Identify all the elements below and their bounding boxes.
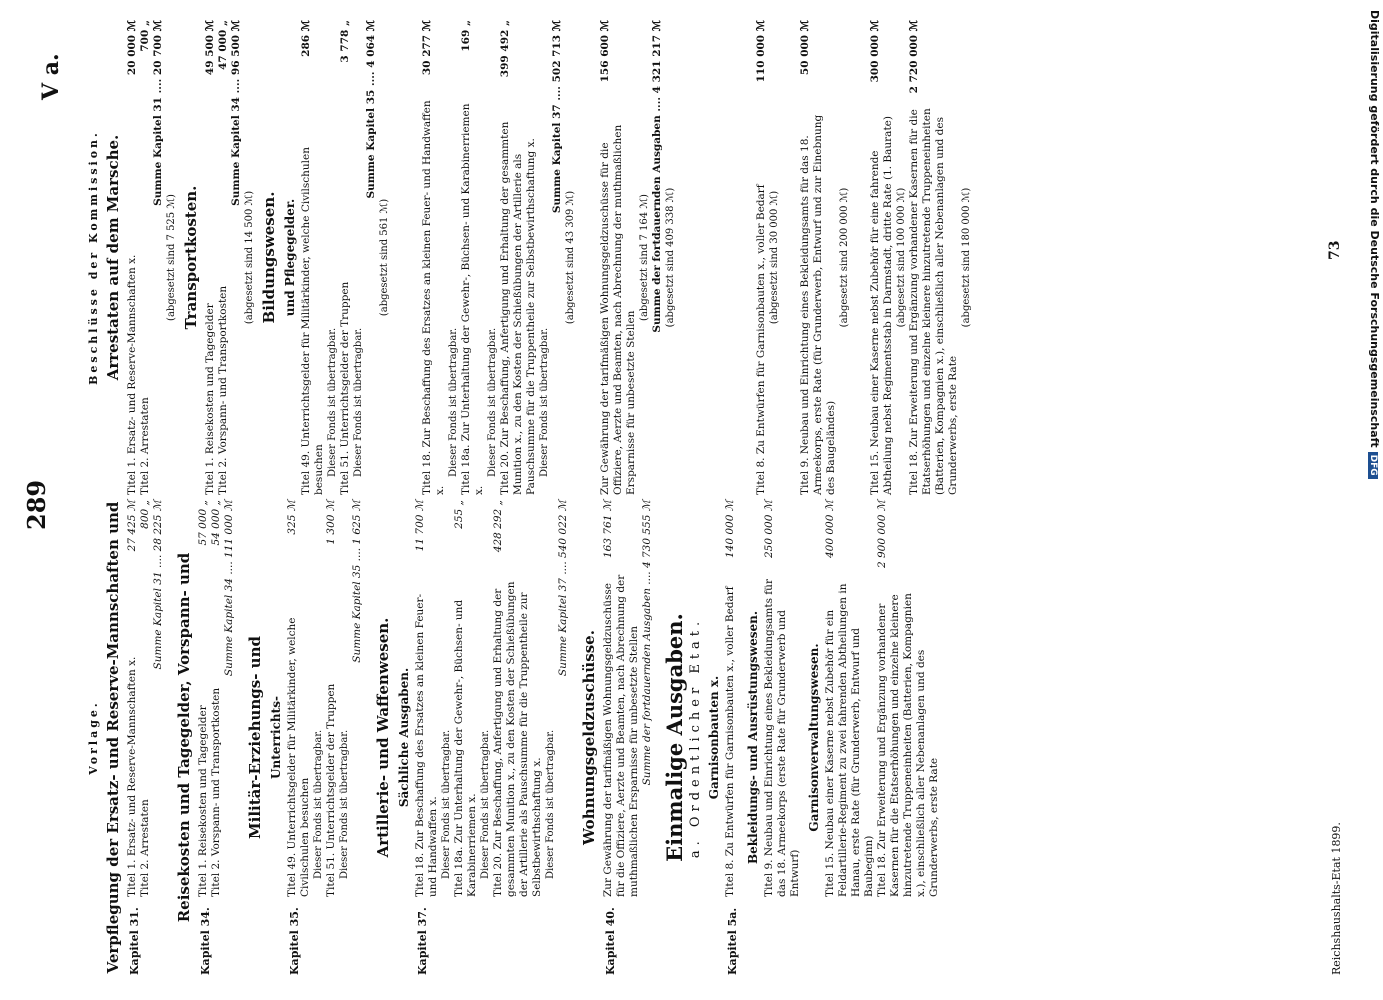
deduction-note: (abgesetzt sind 43 309 ℳ): [565, 190, 576, 325]
title-bekleidung: Bekleidungs- und Ausrüstungswesen.: [746, 611, 760, 864]
line-item: Titel 8. Zu Entwürfen für Garnisonbauten x., voller Bedarf 110 000 ℳ: [755, 20, 767, 495]
line-item: Titel 8. Zu Entwürfen für Garnisonbauten x., voller Bedarf 140 000 ℳ: [724, 500, 736, 897]
title-einmalige: Einmalige Ausgaben.: [662, 613, 687, 862]
line-item: Titel 49. Unterrichtsgelder für Militärkinder, welche Civilschulen besuchen 325 ℳ: [286, 500, 311, 897]
title-kap40: Wohnungsgeldzuschüsse.: [580, 630, 598, 845]
vorlage-heading: Vorlage.: [87, 700, 100, 775]
line-item: Titel 18a. Zur Unterhaltung der Gewehr-, Büchsen- und Karabinerriemen x. 255 „: [453, 500, 478, 897]
line-item: Titel 2. Vorspann- und Transportkosten 54 000 „: [210, 500, 222, 897]
section-kap34: [197, 500, 236, 975]
line-item: Titel 2. Vorspann- und Transportkosten 47 000 „: [217, 20, 229, 495]
dfg-logo: DFG: [1368, 452, 1378, 479]
kapitel-sum: Summe Kapitel 34 .... 96 500 ℳ: [230, 20, 242, 206]
footer-page-number: 73: [1327, 240, 1343, 260]
section-kap40: [602, 500, 654, 975]
note: Dieser Fonds ist übertragbar.: [353, 327, 364, 477]
kapitel-label: Kapitel 40.: [604, 907, 617, 975]
line-item: Zur Gewährung der tarifmäßigen Wohnungsgeldzuschüsse für die Offiziere, Aerzte und Beamten, nach Abrechnung der muthmaßlichen Ersparnisse für unbesetzte Stellen 156 600 ℳ: [599, 20, 637, 495]
credit-text: Digitalisierung gefördert durch die Deutsche Forschungsgemeinschaft: [1368, 10, 1381, 448]
title-kap37: Artillerie- und Waffenwesen.: [374, 617, 392, 858]
vorlage-column: [85, 500, 941, 975]
deduction-note: (abgesetzt sind 30 000 ℳ): [769, 190, 780, 325]
title-garnisonbauten: Garnisonbauten x.: [707, 675, 721, 800]
section-kap37: [414, 500, 570, 975]
total-sum: Summe der fortdauernden Ausgaben .... 4 321 217 ℳ: [651, 20, 663, 333]
footer-title: Reichshaushalts-Etat 1899.: [1330, 822, 1343, 975]
deduction-note: (abgesetzt sind 200 000 ℳ): [839, 187, 850, 328]
line-item: Titel 2. Arrestaten 700 „: [139, 20, 151, 495]
note: Dieser Fonds ist übertragbar.: [339, 729, 350, 879]
section-kap35: [286, 500, 364, 975]
line-item: Titel 20. Zur Beschaffung, Anfertigung und Erhaltung der gesammten Munition x., zu den Kosten der Schießübungen der Artillerie als Pauschsumme für die Truppentheile zur Selbstbewirthschaftung x. 428 292 „: [492, 500, 543, 897]
deduction-note: (abgesetzt sind 100 000 ℳ): [896, 187, 907, 328]
total-sum: Summe der fortdauernden Ausgaben .... 4 730 555 ℳ: [641, 500, 653, 786]
title-ordentlich: a. Ordentlicher Etat.: [688, 616, 703, 859]
title-kap35: Militär-Erziehungs- und: [246, 636, 264, 839]
kapitel-label: Kapitel 31.: [128, 907, 141, 975]
page-number: 289: [22, 479, 51, 530]
title-kap34-cont: Transportkosten.: [182, 185, 200, 330]
deduction-note: (abgesetzt sind 180 000 ℳ): [961, 187, 972, 328]
subtitle-kap35-cont: und Pflegegelder.: [283, 198, 297, 317]
section-label: V a.: [38, 53, 64, 100]
deduction-note: (abgesetzt sind 7 525 ℳ): [166, 194, 177, 321]
note: Dieser Fonds ist übertragbar.: [480, 729, 491, 879]
deduction-note: (abgesetzt sind 7 164 ℳ): [639, 194, 650, 321]
line-item: Titel 18. Zur Erweiterung und Ergänzung vorhandener Kasernen für die Etatserhöhungen und einzelne kleinere hinzutretende Truppeneinheiten (Batterien, Kompagnien x.), einschließlich aller Nebenanlagen und des Grunderwerbs, erste Rate 2 900 000 ℳ: [876, 500, 940, 897]
deduction-note: (abgesetzt sind 409 338 ℳ): [665, 187, 676, 328]
note: Dieser Fonds ist übertragbar.: [441, 729, 452, 879]
kapitel-label: Kapitel 37.: [416, 907, 429, 975]
title-garnisonverwaltung: Garnisonverwaltungswesen.: [807, 643, 821, 832]
line-item: Titel 18. Zur Beschaffung des Ersatzes an kleinen Feuer- und Handwaffen x. 11 700 ℳ: [414, 500, 439, 897]
line-item: Titel 9. Neubau und Einrichtung eines Bekleidungsamts für das 18. Armeekorps, erste Rate (für Grunderwerb, Entwurf und zur Einebnung des Baugeländes) 50 000 ℳ: [799, 20, 837, 495]
subtitle-kap35: Unterrichts-: [269, 696, 283, 779]
kapitel-label: Kapitel 35.: [288, 907, 301, 975]
kapitel-label: Kapitel 34.: [199, 907, 212, 975]
line-item: Titel 1. Reisekosten und Tagegelder 57 000 „: [197, 500, 209, 897]
kapitel-sum: Summe Kapitel 31 .... 20 700 ℳ: [152, 20, 164, 206]
kapitel-sum: Summe Kapitel 37 .... 540 022 ℳ: [557, 500, 569, 677]
line-item: Titel 49. Unterrichtsgelder für Militärkinder, welche Civilschulen besuchen 286 ℳ: [300, 20, 325, 495]
note: Dieser Fonds ist übertragbar.: [487, 327, 498, 477]
line-item: Titel 18. Zur Beschaffung des Ersatzes an kleinen Feuer- und Handwaffen x. 30 277 ℳ: [421, 20, 446, 495]
line-item: Titel 51. Unterrichtsgelder der Truppen 1 300 ℳ: [325, 500, 337, 897]
line-item: Titel 18a. Zur Unterhaltung der Gewehr-, Büchsen- und Karabinerriemen x. 169 „: [460, 20, 485, 495]
kapitel-sum: Summe Kapitel 37 .... 502 713 ℳ: [551, 20, 563, 214]
line-item: Titel 1. Reisekosten und Tagegelder 49 500 ℳ: [204, 20, 216, 495]
digitization-credit: [1361, 10, 1381, 990]
section-kap5a: [724, 500, 737, 975]
line-item: Titel 51. Unterrichtsgelder der Truppen 3 778 „: [339, 20, 351, 495]
kapitel-sum: Summe Kapitel 34 .... 111 000 ℳ: [223, 500, 235, 677]
title-kap35-cont: Bildungswesen.: [260, 191, 278, 324]
title-kap34: Reisekosten und Tagegelder, Vorspann- und: [175, 552, 193, 923]
line-item: Titel 1. Ersatz- und Reserve-Mannschaften x. 20 000 ℳ: [126, 20, 138, 495]
line-item: Titel 15. Neubau einer Kaserne nebst Zubehör für eine fahrende Abtheilung nebst Regimentsstab in Darmstadt, dritte Rate (1. Baurate) 300 000 ℳ: [869, 20, 894, 495]
beschluesse-column: [85, 20, 973, 495]
kapitel-sum: Summe Kapitel 35 .... 4 064 ℳ: [365, 20, 377, 199]
note: Dieser Fonds ist übertragbar.: [327, 327, 338, 477]
line-item: Titel 1. Ersatz- und Reserve-Mannschaften x. 27 425 ℳ: [126, 500, 138, 897]
line-item: Titel 9. Neubau und Einrichtung eines Bekleidungsamts für das 18. Armeekorps (erste Rate für Grunderwerb und Entwurf) 250 000 ℳ: [763, 500, 801, 897]
kapitel-label: Kapitel 5a.: [726, 907, 739, 975]
section-kap31: [126, 500, 165, 975]
line-item: Titel 15. Neubau einer Kaserne nebst Zubehör für ein Feldartillerie-Regiment zu zwei fahrenden Abtheilungen in Hanau, erste Rate (für Grunderwerb, Entwurf und Baubeginn) 400 000 ℳ: [824, 500, 875, 897]
line-item: Titel 18. Zur Erweiterung und Ergänzung vorhandener Kasernen für die Etatserhöhungen und einzelne kleinere hinzutretende Truppeneinheiten (Batterien, Kompagnien x.), einschließlich aller Nebenanlagen und des Grunderwerbs, erste Rate 2 720 000 ℳ: [908, 20, 959, 495]
title-kap31: Verpflegung der Ersatz- und Reserve-Mannschaften und: [104, 501, 122, 974]
note: Dieser Fonds ist übertragbar.: [448, 327, 459, 477]
deduction-note: (abgesetzt sind 561 ℳ): [379, 198, 390, 317]
line-item: Titel 2. Arrestaten 800 „: [139, 500, 151, 897]
note: Dieser Fonds ist übertragbar.: [539, 327, 550, 477]
line-item: Zur Gewährung der tarifmäßigen Wohnungsgeldzuschüsse für die Offiziere, Aerzte und Beamten, nach Abrechnung der muthmaßlichen Ersparnisse für unbesetzte Stellen 163 761 ℳ: [602, 500, 640, 897]
beschluesse-heading: Beschlüsse der Kommission.: [87, 130, 100, 385]
title-kap31-cont: Arrestaten auf dem Marsche.: [104, 134, 122, 381]
subtitle-kap37: Sächliche Ausgaben.: [397, 667, 411, 808]
deduction-note: (abgesetzt sind 14 500 ℳ): [244, 190, 255, 325]
note: Dieser Fonds ist übertragbar.: [545, 729, 556, 879]
note: Dieser Fonds ist übertragbar.: [313, 729, 324, 879]
kapitel-sum: Summe Kapitel 31 .... 28 225 ℳ: [152, 500, 164, 670]
kapitel-sum: Summe Kapitel 35 .... 1 625 ℳ: [351, 500, 363, 663]
line-item: Titel 20. Zur Beschaffung, Anfertigung und Erhaltung der gesammten Munition x., zu den Kosten der Schießübungen der Artillerie als Pauschsumme für die Truppentheile zur Selbstbewirthschaftung x. 399 492 „: [499, 20, 537, 495]
